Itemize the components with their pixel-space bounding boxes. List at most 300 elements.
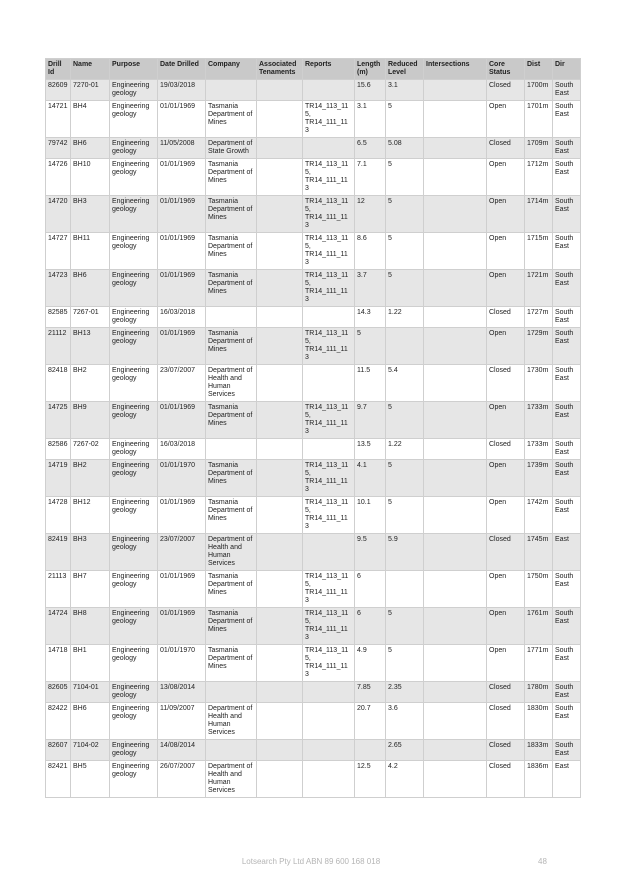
cell-intersections bbox=[424, 439, 487, 460]
cell-core-status: Open bbox=[487, 328, 525, 365]
cell-reports: TR14_113_11 5, TR14_111_11 3 bbox=[303, 328, 355, 365]
cell-core-status: Closed bbox=[487, 439, 525, 460]
cell-dir: South East bbox=[553, 159, 581, 196]
cell-drill-id: 14720 bbox=[46, 196, 71, 233]
cell-dist: 1830m bbox=[525, 703, 553, 740]
cell-intersections bbox=[424, 270, 487, 307]
cell-company: Department of Health and Human Services bbox=[206, 365, 257, 402]
cell-core-status: Open bbox=[487, 497, 525, 534]
cell-drill-id: 21113 bbox=[46, 571, 71, 608]
cell-reports: TR14_113_11 5, TR14_111_11 3 bbox=[303, 196, 355, 233]
cell-associated-tenaments bbox=[257, 80, 303, 101]
cell-purpose: Engineering geology bbox=[110, 497, 158, 534]
cell-reduced-level bbox=[386, 328, 424, 365]
cell-intersections bbox=[424, 608, 487, 645]
header-purpose: Purpose bbox=[110, 59, 158, 80]
header-reports: Reports bbox=[303, 59, 355, 80]
cell-length: 4.9 bbox=[355, 645, 386, 682]
cell-purpose: Engineering geology bbox=[110, 365, 158, 402]
cell-purpose: Engineering geology bbox=[110, 571, 158, 608]
cell-date-drilled: 01/01/1969 bbox=[158, 328, 206, 365]
cell-dir: South East bbox=[553, 460, 581, 497]
cell-name: BH4 bbox=[71, 101, 110, 138]
cell-associated-tenaments bbox=[257, 761, 303, 798]
cell-core-status: Open bbox=[487, 402, 525, 439]
cell-dir: South East bbox=[553, 101, 581, 138]
cell-dist: 1729m bbox=[525, 328, 553, 365]
cell-intersections bbox=[424, 80, 487, 101]
cell-intersections bbox=[424, 328, 487, 365]
cell-name: 7267-01 bbox=[71, 307, 110, 328]
cell-associated-tenaments bbox=[257, 138, 303, 159]
cell-reduced-level: 3.6 bbox=[386, 703, 424, 740]
header-reduced-level: Reduced Level bbox=[386, 59, 424, 80]
cell-reduced-level: 5 bbox=[386, 460, 424, 497]
cell-intersections bbox=[424, 740, 487, 761]
table-row bbox=[46, 365, 581, 402]
cell-drill-id: 79742 bbox=[46, 138, 71, 159]
cell-name: BH6 bbox=[71, 703, 110, 740]
cell-drill-id: 14719 bbox=[46, 460, 71, 497]
cell-associated-tenaments bbox=[257, 682, 303, 703]
cell-reduced-level: 2.35 bbox=[386, 682, 424, 703]
cell-length: 13.5 bbox=[355, 439, 386, 460]
cell-reduced-level: 5 bbox=[386, 101, 424, 138]
cell-dist: 1733m bbox=[525, 402, 553, 439]
cell-intersections bbox=[424, 571, 487, 608]
cell-dir: South East bbox=[553, 365, 581, 402]
cell-associated-tenaments bbox=[257, 439, 303, 460]
cell-name: BH8 bbox=[71, 608, 110, 645]
cell-dist: 1771m bbox=[525, 645, 553, 682]
cell-reports bbox=[303, 740, 355, 761]
cell-reports bbox=[303, 761, 355, 798]
cell-purpose: Engineering geology bbox=[110, 460, 158, 497]
table-row bbox=[46, 101, 581, 138]
cell-reports bbox=[303, 307, 355, 328]
cell-core-status: Open bbox=[487, 571, 525, 608]
cell-length: 8.6 bbox=[355, 233, 386, 270]
cell-reduced-level: 5 bbox=[386, 608, 424, 645]
cell-drill-id: 82609 bbox=[46, 80, 71, 101]
cell-reports: TR14_113_11 5, TR14_111_11 3 bbox=[303, 402, 355, 439]
cell-associated-tenaments bbox=[257, 608, 303, 645]
cell-reduced-level: 5 bbox=[386, 645, 424, 682]
cell-reduced-level: 5 bbox=[386, 196, 424, 233]
cell-length: 12.5 bbox=[355, 761, 386, 798]
header-associated-tenaments: Associated Tenaments bbox=[257, 59, 303, 80]
cell-reduced-level: 5.9 bbox=[386, 534, 424, 571]
cell-dist: 1709m bbox=[525, 138, 553, 159]
cell-associated-tenaments bbox=[257, 196, 303, 233]
cell-dist: 1745m bbox=[525, 534, 553, 571]
cell-purpose: Engineering geology bbox=[110, 196, 158, 233]
cell-reduced-level: 5 bbox=[386, 270, 424, 307]
cell-company bbox=[206, 307, 257, 328]
cell-reduced-level: 2.65 bbox=[386, 740, 424, 761]
cell-dir: East bbox=[553, 761, 581, 798]
cell-name: 7267-02 bbox=[71, 439, 110, 460]
cell-dir: South East bbox=[553, 740, 581, 761]
cell-dir: South East bbox=[553, 608, 581, 645]
cell-dist: 1742m bbox=[525, 497, 553, 534]
cell-intersections bbox=[424, 761, 487, 798]
cell-dir: South East bbox=[553, 80, 581, 101]
cell-purpose: Engineering geology bbox=[110, 740, 158, 761]
cell-purpose: Engineering geology bbox=[110, 645, 158, 682]
table-row bbox=[46, 608, 581, 645]
cell-dir: South East bbox=[553, 703, 581, 740]
cell-reduced-level: 5.4 bbox=[386, 365, 424, 402]
cell-date-drilled: 19/03/2018 bbox=[158, 80, 206, 101]
cell-name: 7104-01 bbox=[71, 682, 110, 703]
cell-associated-tenaments bbox=[257, 571, 303, 608]
cell-date-drilled: 01/01/1969 bbox=[158, 101, 206, 138]
cell-dist: 1712m bbox=[525, 159, 553, 196]
cell-dist: 1739m bbox=[525, 460, 553, 497]
cell-dir: South East bbox=[553, 402, 581, 439]
cell-core-status: Open bbox=[487, 645, 525, 682]
cell-company bbox=[206, 682, 257, 703]
cell-drill-id: 14723 bbox=[46, 270, 71, 307]
cell-name: BH12 bbox=[71, 497, 110, 534]
cell-drill-id: 82586 bbox=[46, 439, 71, 460]
cell-reduced-level: 5 bbox=[386, 497, 424, 534]
cell-length: 6 bbox=[355, 608, 386, 645]
cell-reduced-level: 5 bbox=[386, 233, 424, 270]
cell-reports bbox=[303, 365, 355, 402]
cell-purpose: Engineering geology bbox=[110, 682, 158, 703]
cell-company: Department of State Growth bbox=[206, 138, 257, 159]
footer-company: Lotsearch Pty Ltd ABN 89 600 168 018 bbox=[241, 857, 381, 866]
cell-reports: TR14_113_11 5, TR14_111_11 3 bbox=[303, 460, 355, 497]
cell-intersections bbox=[424, 233, 487, 270]
cell-reduced-level: 5 bbox=[386, 402, 424, 439]
cell-core-status: Closed bbox=[487, 761, 525, 798]
cell-date-drilled: 01/01/1969 bbox=[158, 159, 206, 196]
cell-company: Tasmania Department of Mines bbox=[206, 196, 257, 233]
cell-date-drilled: 01/01/1969 bbox=[158, 402, 206, 439]
header-dir: Dir bbox=[553, 59, 581, 80]
cell-associated-tenaments bbox=[257, 328, 303, 365]
cell-reports: TR14_113_11 5, TR14_111_11 3 bbox=[303, 497, 355, 534]
header-intersections: Intersections bbox=[424, 59, 487, 80]
cell-dir: South East bbox=[553, 571, 581, 608]
cell-name: BH3 bbox=[71, 534, 110, 571]
cell-length: 12 bbox=[355, 196, 386, 233]
cell-dir: South East bbox=[553, 682, 581, 703]
cell-intersections bbox=[424, 196, 487, 233]
cell-purpose: Engineering geology bbox=[110, 534, 158, 571]
cell-company: Tasmania Department of Mines bbox=[206, 608, 257, 645]
cell-company: Tasmania Department of Mines bbox=[206, 402, 257, 439]
table-row bbox=[46, 138, 581, 159]
cell-date-drilled: 16/03/2018 bbox=[158, 439, 206, 460]
cell-drill-id: 82418 bbox=[46, 365, 71, 402]
table-row bbox=[46, 460, 581, 497]
cell-purpose: Engineering geology bbox=[110, 439, 158, 460]
cell-length: 6 bbox=[355, 571, 386, 608]
header-drill-id: Drill Id bbox=[46, 59, 71, 80]
cell-purpose: Engineering geology bbox=[110, 159, 158, 196]
cell-company: Tasmania Department of Mines bbox=[206, 270, 257, 307]
cell-drill-id: 82421 bbox=[46, 761, 71, 798]
cell-associated-tenaments bbox=[257, 497, 303, 534]
header-dist: Dist bbox=[525, 59, 553, 80]
cell-length: 3.7 bbox=[355, 270, 386, 307]
cell-date-drilled: 23/07/2007 bbox=[158, 365, 206, 402]
cell-dir: South East bbox=[553, 307, 581, 328]
table-row bbox=[46, 159, 581, 196]
cell-purpose: Engineering geology bbox=[110, 703, 158, 740]
table-row bbox=[46, 740, 581, 761]
cell-intersections bbox=[424, 402, 487, 439]
cell-purpose: Engineering geology bbox=[110, 270, 158, 307]
cell-dir: South East bbox=[553, 138, 581, 159]
cell-dist: 1727m bbox=[525, 307, 553, 328]
cell-dist: 1721m bbox=[525, 270, 553, 307]
cell-date-drilled: 01/01/1969 bbox=[158, 608, 206, 645]
cell-drill-id: 82422 bbox=[46, 703, 71, 740]
cell-date-drilled: 01/01/1969 bbox=[158, 196, 206, 233]
cell-company: Tasmania Department of Mines bbox=[206, 497, 257, 534]
cell-length: 20.7 bbox=[355, 703, 386, 740]
table-row bbox=[46, 439, 581, 460]
page-number: 48 bbox=[538, 857, 547, 866]
cell-reports: TR14_113_11 5, TR14_111_11 3 bbox=[303, 270, 355, 307]
cell-purpose: Engineering geology bbox=[110, 80, 158, 101]
table-header bbox=[46, 59, 581, 80]
cell-drill-id: 82419 bbox=[46, 534, 71, 571]
cell-date-drilled: 01/01/1969 bbox=[158, 233, 206, 270]
cell-purpose: Engineering geology bbox=[110, 138, 158, 159]
cell-dist: 1700m bbox=[525, 80, 553, 101]
cell-associated-tenaments bbox=[257, 402, 303, 439]
cell-reports: TR14_113_11 5, TR14_111_11 3 bbox=[303, 645, 355, 682]
cell-reports bbox=[303, 439, 355, 460]
cell-drill-id: 21112 bbox=[46, 328, 71, 365]
cell-purpose: Engineering geology bbox=[110, 608, 158, 645]
cell-reports: TR14_113_11 5, TR14_111_11 3 bbox=[303, 608, 355, 645]
cell-company: Department of Health and Human Services bbox=[206, 761, 257, 798]
table-row bbox=[46, 682, 581, 703]
cell-dist: 1750m bbox=[525, 571, 553, 608]
cell-drill-id: 82585 bbox=[46, 307, 71, 328]
cell-reduced-level: 4.2 bbox=[386, 761, 424, 798]
cell-date-drilled: 01/01/1970 bbox=[158, 645, 206, 682]
cell-associated-tenaments bbox=[257, 703, 303, 740]
cell-company bbox=[206, 80, 257, 101]
cell-company bbox=[206, 439, 257, 460]
cell-dist: 1733m bbox=[525, 439, 553, 460]
cell-name: BH9 bbox=[71, 402, 110, 439]
cell-company: Department of Health and Human Services bbox=[206, 534, 257, 571]
cell-core-status: Closed bbox=[487, 80, 525, 101]
cell-purpose: Engineering geology bbox=[110, 233, 158, 270]
header-company: Company bbox=[206, 59, 257, 80]
header-date-drilled: Date Drilled bbox=[158, 59, 206, 80]
table-row bbox=[46, 270, 581, 307]
cell-reduced-level: 5 bbox=[386, 159, 424, 196]
cell-reports bbox=[303, 138, 355, 159]
cell-date-drilled: 23/07/2007 bbox=[158, 534, 206, 571]
cell-dist: 1701m bbox=[525, 101, 553, 138]
cell-dist: 1836m bbox=[525, 761, 553, 798]
cell-name: BH1 bbox=[71, 645, 110, 682]
cell-name: 7104-02 bbox=[71, 740, 110, 761]
table-row bbox=[46, 571, 581, 608]
cell-dist: 1715m bbox=[525, 233, 553, 270]
cell-associated-tenaments bbox=[257, 460, 303, 497]
cell-name: BH3 bbox=[71, 196, 110, 233]
cell-company: Tasmania Department of Mines bbox=[206, 571, 257, 608]
header-row bbox=[46, 59, 581, 80]
cell-associated-tenaments bbox=[257, 534, 303, 571]
cell-core-status: Open bbox=[487, 196, 525, 233]
cell-company: Tasmania Department of Mines bbox=[206, 233, 257, 270]
cell-company: Tasmania Department of Mines bbox=[206, 460, 257, 497]
cell-core-status: Open bbox=[487, 233, 525, 270]
cell-reduced-level: 5.08 bbox=[386, 138, 424, 159]
cell-purpose: Engineering geology bbox=[110, 328, 158, 365]
cell-dist: 1714m bbox=[525, 196, 553, 233]
cell-dir: East bbox=[553, 534, 581, 571]
table-row bbox=[46, 233, 581, 270]
cell-company: Tasmania Department of Mines bbox=[206, 328, 257, 365]
cell-intersections bbox=[424, 703, 487, 740]
cell-core-status: Open bbox=[487, 159, 525, 196]
cell-name: BH7 bbox=[71, 571, 110, 608]
cell-purpose: Engineering geology bbox=[110, 402, 158, 439]
cell-date-drilled: 26/07/2007 bbox=[158, 761, 206, 798]
cell-core-status: Open bbox=[487, 270, 525, 307]
cell-drill-id: 14725 bbox=[46, 402, 71, 439]
cell-length: 7.1 bbox=[355, 159, 386, 196]
cell-core-status: Closed bbox=[487, 138, 525, 159]
cell-date-drilled: 11/09/2007 bbox=[158, 703, 206, 740]
cell-length: 9.7 bbox=[355, 402, 386, 439]
cell-dir: South East bbox=[553, 233, 581, 270]
cell-name: 7270-01 bbox=[71, 80, 110, 101]
cell-purpose: Engineering geology bbox=[110, 307, 158, 328]
cell-intersections bbox=[424, 460, 487, 497]
cell-company: Tasmania Department of Mines bbox=[206, 159, 257, 196]
cell-length: 11.5 bbox=[355, 365, 386, 402]
table-body bbox=[46, 80, 581, 798]
cell-dir: South East bbox=[553, 270, 581, 307]
cell-drill-id: 82607 bbox=[46, 740, 71, 761]
cell-drill-id: 14726 bbox=[46, 159, 71, 196]
cell-company: Tasmania Department of Mines bbox=[206, 101, 257, 138]
cell-length: 7.85 bbox=[355, 682, 386, 703]
cell-intersections bbox=[424, 682, 487, 703]
cell-drill-id: 14721 bbox=[46, 101, 71, 138]
cell-length: 10.1 bbox=[355, 497, 386, 534]
cell-intersections bbox=[424, 497, 487, 534]
cell-length: 14.3 bbox=[355, 307, 386, 328]
cell-associated-tenaments bbox=[257, 270, 303, 307]
cell-core-status: Closed bbox=[487, 307, 525, 328]
cell-name: BH11 bbox=[71, 233, 110, 270]
cell-length: 6.5 bbox=[355, 138, 386, 159]
cell-date-drilled: 13/08/2014 bbox=[158, 682, 206, 703]
cell-reports bbox=[303, 703, 355, 740]
cell-date-drilled: 11/05/2008 bbox=[158, 138, 206, 159]
cell-reduced-level bbox=[386, 571, 424, 608]
cell-name: BH6 bbox=[71, 270, 110, 307]
cell-company bbox=[206, 740, 257, 761]
cell-dist: 1833m bbox=[525, 740, 553, 761]
cell-date-drilled: 01/01/1969 bbox=[158, 571, 206, 608]
table-row bbox=[46, 80, 581, 101]
cell-dist: 1730m bbox=[525, 365, 553, 402]
cell-date-drilled: 14/08/2014 bbox=[158, 740, 206, 761]
table-row bbox=[46, 703, 581, 740]
cell-intersections bbox=[424, 159, 487, 196]
cell-associated-tenaments bbox=[257, 365, 303, 402]
cell-date-drilled: 16/03/2018 bbox=[158, 307, 206, 328]
header-name: Name bbox=[71, 59, 110, 80]
cell-reports bbox=[303, 534, 355, 571]
cell-associated-tenaments bbox=[257, 159, 303, 196]
table-row bbox=[46, 497, 581, 534]
header-length: Length (m) bbox=[355, 59, 386, 80]
cell-length bbox=[355, 740, 386, 761]
cell-reports: TR14_113_11 5, TR14_111_11 3 bbox=[303, 159, 355, 196]
cell-associated-tenaments bbox=[257, 740, 303, 761]
cell-company: Tasmania Department of Mines bbox=[206, 645, 257, 682]
cell-intersections bbox=[424, 101, 487, 138]
table-row bbox=[46, 328, 581, 365]
cell-name: BH13 bbox=[71, 328, 110, 365]
cell-core-status: Closed bbox=[487, 682, 525, 703]
cell-reduced-level: 1.22 bbox=[386, 439, 424, 460]
cell-length: 3.1 bbox=[355, 101, 386, 138]
cell-core-status: Closed bbox=[487, 534, 525, 571]
cell-company: Department of Health and Human Services bbox=[206, 703, 257, 740]
cell-core-status: Closed bbox=[487, 365, 525, 402]
cell-reports: TR14_113_11 5, TR14_111_11 3 bbox=[303, 233, 355, 270]
table-row bbox=[46, 402, 581, 439]
cell-intersections bbox=[424, 138, 487, 159]
cell-reduced-level: 3.1 bbox=[386, 80, 424, 101]
cell-length: 4.1 bbox=[355, 460, 386, 497]
cell-purpose: Engineering geology bbox=[110, 101, 158, 138]
cell-reduced-level: 1.22 bbox=[386, 307, 424, 328]
cell-dir: South East bbox=[553, 497, 581, 534]
cell-dir: South East bbox=[553, 196, 581, 233]
cell-date-drilled: 01/01/1970 bbox=[158, 460, 206, 497]
cell-date-drilled: 01/01/1969 bbox=[158, 497, 206, 534]
cell-drill-id: 14724 bbox=[46, 608, 71, 645]
cell-drill-id: 14728 bbox=[46, 497, 71, 534]
cell-core-status: Open bbox=[487, 101, 525, 138]
cell-core-status: Open bbox=[487, 608, 525, 645]
cell-core-status: Closed bbox=[487, 703, 525, 740]
drillholes-table bbox=[45, 58, 581, 798]
table-row bbox=[46, 761, 581, 798]
cell-associated-tenaments bbox=[257, 645, 303, 682]
cell-name: BH2 bbox=[71, 365, 110, 402]
header-core-status: Core Status bbox=[487, 59, 525, 80]
cell-core-status: Closed bbox=[487, 740, 525, 761]
cell-purpose: Engineering geology bbox=[110, 761, 158, 798]
cell-dist: 1780m bbox=[525, 682, 553, 703]
cell-length: 5 bbox=[355, 328, 386, 365]
cell-associated-tenaments bbox=[257, 307, 303, 328]
cell-reports: TR14_113_11 5, TR14_111_11 3 bbox=[303, 571, 355, 608]
cell-dir: South East bbox=[553, 328, 581, 365]
